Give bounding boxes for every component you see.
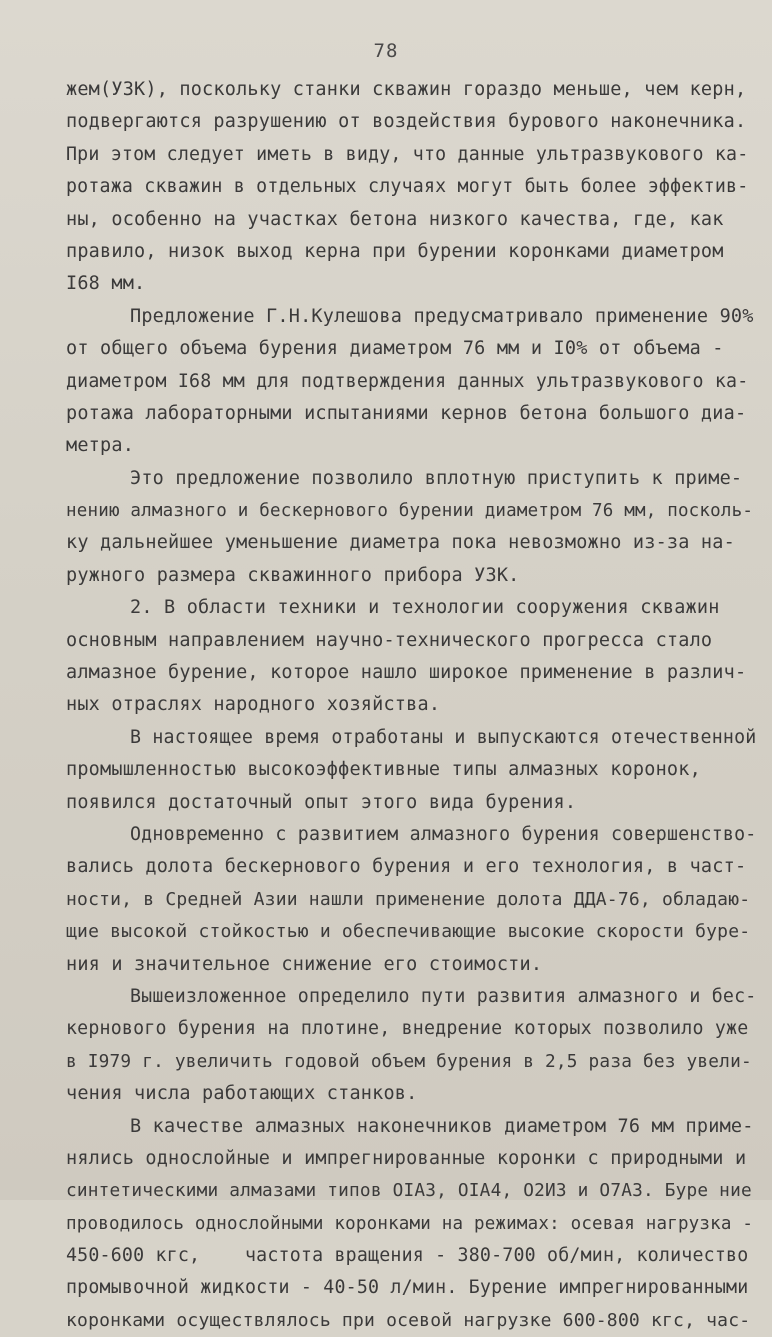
page-number: 78 — [373, 40, 399, 62]
text-line: диаметром I68 мм для подтверждения данных ультразвукового ка- — [66, 370, 749, 392]
text-line: правило, низок выход керна при бурении коронками диаметром — [66, 240, 724, 262]
paragraph-first-line: В качестве алмазных наконечников диаметром 76 мм приме- — [130, 1115, 754, 1137]
text-line: метра. — [66, 435, 135, 457]
text-line: вались долота бескернового бурения и его технология, в част- — [66, 856, 747, 878]
paragraph-first-line: Это предложение позволило вплотную приступить к приме- — [130, 467, 743, 489]
text-line: ку дальнейшее уменьшение диаметра пока невозможно из-за на- — [66, 532, 735, 554]
text-line: нению алмазного и бескернового бурении диаметром 76 мм, посколь- — [66, 501, 754, 522]
text-line: кернового бурения на плотине, внедрение которых позволило уже — [66, 1018, 749, 1040]
paragraph-first-line: Вышеизложенное определило пути развития алмазного и бес- — [130, 985, 757, 1007]
paragraph-first-line: 2. В области техники и технологии сооружения скважин — [130, 597, 720, 619]
text-line: проводилось однослойными коронками на режимах: осевая нагрузка - — [66, 1213, 754, 1234]
text-line: алмазное бурение, которое нашло широкое применение в различ- — [66, 662, 747, 684]
text-line: ны, особенно на участках бетона низкого качества, где, как — [66, 208, 724, 230]
text-line: ности, в Средней Азии нашли применение долота ДДА-76, обладаю- — [66, 888, 751, 910]
text-line: нялись однослойные и импрегнированные коронки с природными и — [66, 1147, 747, 1169]
text-line: промышленностью высокоэффективные типы алмазных коронок, — [66, 759, 701, 781]
paragraph-first-line: Одновременно с развитием алмазного бурения совершенство- — [130, 823, 757, 845]
text-line: При этом следует иметь в виду, что данные ультразвукового ка- — [66, 143, 749, 165]
text-line: чения числа работающих станков. — [66, 1083, 418, 1105]
text-line: ных отраслях народного хозяйства. — [66, 694, 441, 716]
text-line: подвергаются разрушению от воздействия бурового наконечника. — [66, 111, 747, 133]
text-line: от общего объема бурения диаметром 76 мм и I0% от объема - — [66, 338, 724, 360]
text-line: I68 мм. — [66, 273, 146, 295]
text-line: щие высокой стойкостью и обеспечивающие высокие скорости буре- — [66, 921, 751, 943]
document-body — [66, 74, 756, 1337]
text-line: коронками осуществлялось при осевой нагрузке 600-800 кгс, час- — [66, 1309, 751, 1331]
text-line: синтетическими алмазами типов OIA3, OIA4, O2И3 и O7A3. Буре ние — [66, 1181, 752, 1202]
text-line: 450-600 кгс, частота вращения - 380-700 об/мин, количество — [66, 1245, 749, 1267]
text-line: жем(УЗК), поскольку станки скважин гораздо меньше, чем керн, — [66, 79, 747, 100]
paragraph-first-line: Предложение Г.Н.Кулешова предусматривало применение 90% — [130, 305, 754, 327]
text-line: основным направлением научно-технического прогресса стало — [66, 629, 713, 651]
paragraph-first-line: В настоящее время отработаны и выпускаются отечественной — [130, 726, 757, 748]
text-line: ротажа лабораторными испытаниями кернов бетона большого диа- — [66, 402, 747, 424]
text-line: появился достаточный опыт этого вида бурения. — [66, 791, 577, 813]
text-line: промывочной жидкости - 40-50 л/мин. Бурение импрегнированными — [66, 1277, 749, 1299]
text-line: ружного размера скважинного прибора УЗК. — [66, 564, 520, 586]
text-line: в I979 г. увеличить годовой объем бурения в 2,5 раза без увели- — [66, 1051, 752, 1072]
text-line: ротажа скважин в отдельных случаях могут быть более эффектив- — [66, 176, 749, 198]
text-line: ния и значительное снижение его стоимости. — [66, 953, 543, 975]
